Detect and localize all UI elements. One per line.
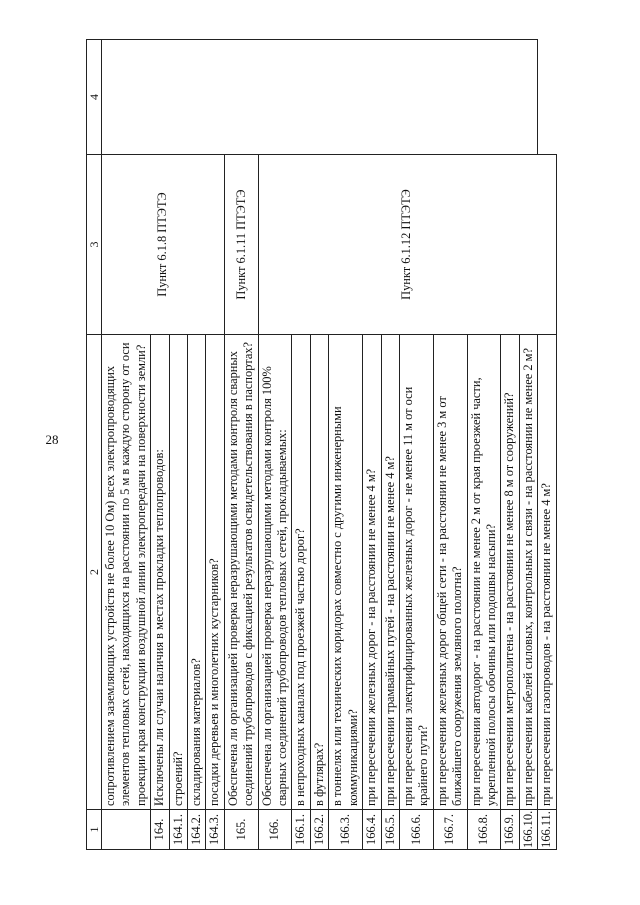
row-number: 166.10.	[519, 810, 537, 850]
row-number: 164.2.	[188, 810, 206, 850]
row-number: 166.9.	[501, 810, 519, 850]
row-question: при пересечении железных дорог - на расстоянии не менее 4 м?	[363, 335, 381, 810]
row-number: 166.2.	[310, 810, 328, 850]
table-row	[258, 40, 292, 850]
row-question: при пересечении электрифицированных железных дорог - не менее 11 м от оси крайнего пути?	[399, 335, 433, 810]
row-number: 166.3.	[329, 810, 363, 850]
row-number: 166.6.	[399, 810, 433, 850]
header-col-2: 2	[87, 335, 102, 810]
row-number	[102, 810, 151, 850]
row-question: при пересечении газопроводов - на расстоянии не менее 4 м?	[538, 335, 556, 810]
row-question: Исключены ли случаи наличия в местах прокладки теплопроводов:	[151, 335, 169, 810]
rotated-page	[86, 40, 591, 850]
page-number: 28	[45, 432, 59, 447]
header-row	[87, 40, 102, 850]
continuation-text: сопротивлением заземляющих устройств не более 10 Ом) всех электропроводящих элементов тепловых сетей, находящихся на расстоянии по 5 м в каждую сторону от оси проекции края конструкции воздушной линии электропередачи на поверхности земли?	[102, 335, 151, 810]
table-row	[102, 40, 151, 850]
row-number: 166.7.	[433, 810, 467, 850]
row-question: складирования материалов?	[188, 335, 206, 810]
row-question: при пересечении автодорог - на расстоянии не менее 2 м от края проезжей части, укрепленной полосы обочины или подошвы насыпи?	[467, 335, 501, 810]
row-number: 164.3.	[206, 810, 224, 850]
row-question: Обеспечена ли организацией проверка неразрушающими методами контроля 100% сварных соединений трубопроводов тепловых сетей, прокладываемых:	[258, 335, 292, 810]
header-col-3: 3	[87, 155, 102, 335]
row-question: в непроходных каналах под проезжей частью дорог?	[292, 335, 310, 810]
row-number: 166.5.	[381, 810, 399, 850]
row-number: 166.8.	[467, 810, 501, 850]
row-question: строений?	[169, 335, 187, 810]
row-number: 166.	[258, 810, 292, 850]
row-number: 164.1.	[169, 810, 187, 850]
row-number: 165.	[224, 810, 258, 850]
row-number: 166.11.	[538, 810, 556, 850]
notes-cell	[102, 40, 538, 155]
row-question: при пересечении кабелей силовых, контрольных и связи - на расстоянии не менее 2 м?	[519, 335, 537, 810]
row-question: при пересечении железных дорог общей сети - на расстоянии не менее 3 м от ближайшего сооружения земляного полотна?	[433, 335, 467, 810]
reference-cell: Пункт 6.1.8 ПТЭТЭ	[102, 155, 225, 335]
reference-cell: Пункт 6.1.11 ПТЭТЭ	[224, 155, 258, 335]
row-number: 166.4.	[363, 810, 381, 850]
header-col-4: 4	[87, 40, 102, 155]
row-question: при пересечении трамвайных путей - на расстоянии не менее 4 м?	[381, 335, 399, 810]
reference-cell: Пункт 6.1.12 ПТЭТЭ	[258, 155, 556, 335]
row-number: 166.1.	[292, 810, 310, 850]
row-question: посадки деревьев и многолетних кустарников?	[206, 335, 224, 810]
row-question: в футлярах?	[310, 335, 328, 810]
row-number: 164.	[151, 810, 169, 850]
header-col-1: 1	[87, 810, 102, 850]
row-question: при пересечении метрополитена - на расстоянии не менее 8 м от сооружений?	[501, 335, 519, 810]
table-row	[224, 40, 258, 850]
row-question: Обеспечена ли организацией проверка неразрушающими методами контроля сварных соединений трубопроводов с фиксацией результатов освидетельствования в паспортах?	[224, 335, 258, 810]
checklist-table	[86, 39, 557, 850]
row-question: в тоннелях или технических коридорах совместно с другими инженерными коммуникациями?	[329, 335, 363, 810]
